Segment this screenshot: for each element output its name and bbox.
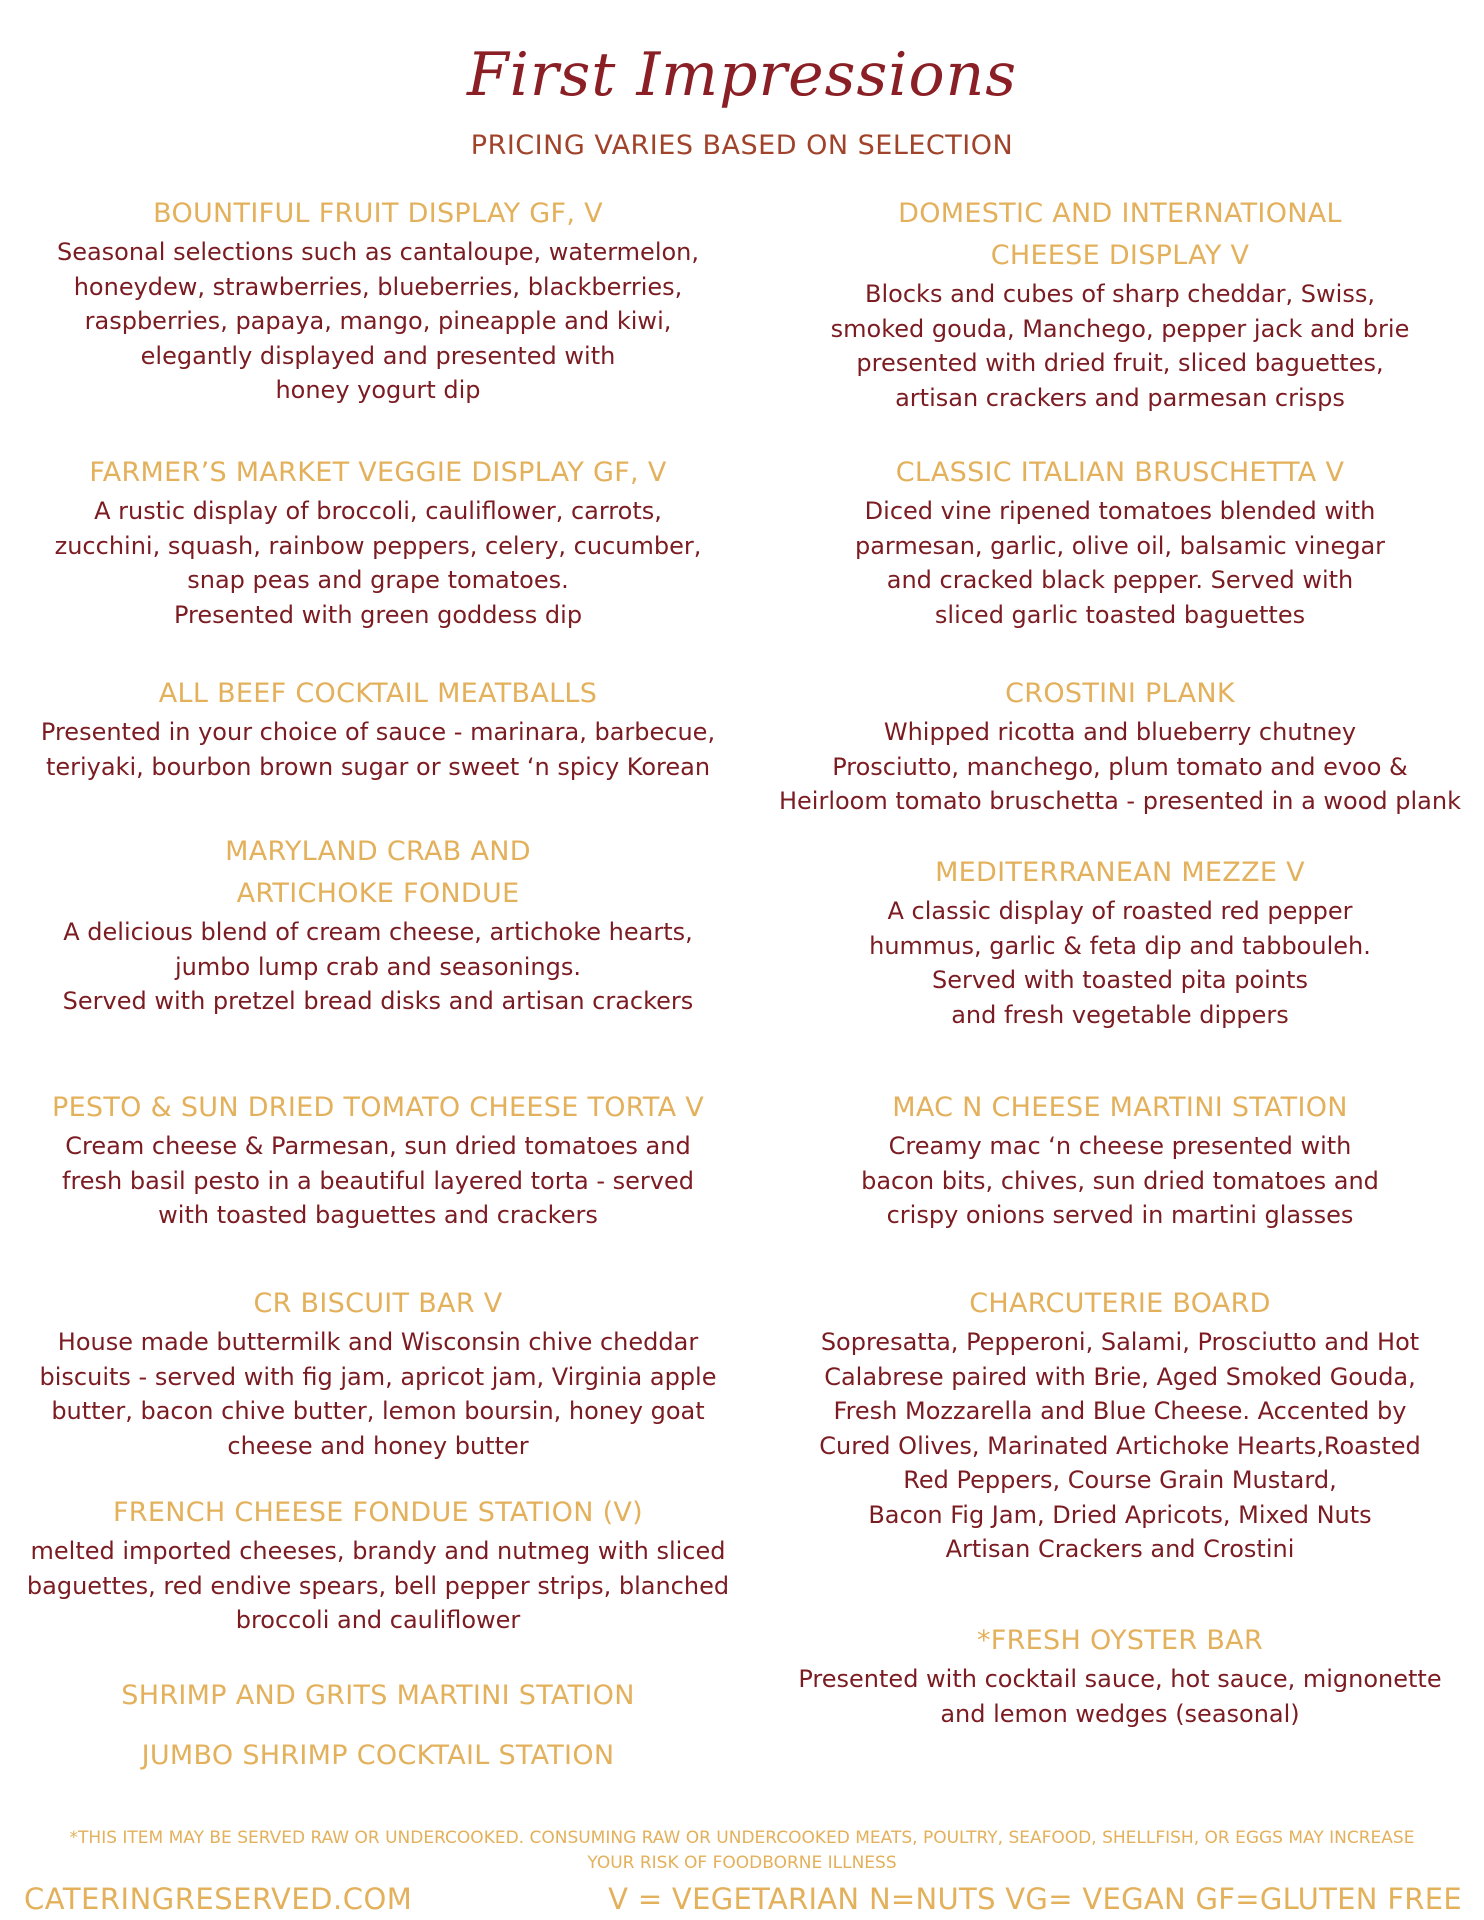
item-description: Presented with cocktail sauce, hot sauce, mignonette and lemon wedges (seasonal)	[798, 1665, 1442, 1728]
item-name: SHRIMP AND GRITS MARTINI STATION	[121, 1680, 635, 1711]
menu-item-cheese-torta	[0, 1087, 756, 1233]
item-name: CR BISCUIT BAR V	[253, 1288, 503, 1319]
item-name: ALL BEEF COCKTAIL MEATBALLS	[158, 678, 598, 709]
menu-item-mac-cheese	[756, 1087, 1484, 1233]
menu-item-fruit-display	[0, 193, 756, 408]
menu-item-shrimp-cocktail	[0, 1735, 756, 1777]
website-link[interactable]: CATERINGRESERVED.COM	[24, 1882, 413, 1916]
item-description: Diced vine ripened tomatoes blended with parmesan, garlic, olive oil, balsamic vinegar and cracked black pepper. Served with sliced garlic toasted baguettes	[854, 497, 1386, 629]
item-name: CLASSIC ITALIAN BRUSCHETTA V	[895, 457, 1345, 488]
item-description: A delicious blend of cream cheese, artichoke hearts, jumbo lump crab and seasonings. Served with pretzel bread disks and artisan crackers	[62, 918, 694, 1015]
menu-item-oyster-bar	[756, 1620, 1484, 1731]
item-description: Seasonal selections such as cantaloupe, watermelon, honeydew, strawberries, blueberries, blackberries, raspberries, papaya, mango, pineapple and kiwi, elegantly displayed and presented with honey yogurt dip	[56, 238, 700, 404]
item-description: Presented in your choice of sauce - marinara, barbecue, teriyaki, bourbon brown sugar or sweet ‘n spicy Korean	[40, 718, 716, 781]
item-name: MEDITERRANEAN MEZZE V	[935, 857, 1305, 888]
item-description: Sopresatta, Pepperoni, Salami, Prosciutto and Hot Calabrese paired with Brie, Aged Smoked Gouda, Fresh Mozzarella and Blue Cheese. Accented by Cured Olives, Marinated Artichoke Hearts,Roasted Red Peppers, Course Grain Mustard, Bacon Fig Jam, Dried Apricots, Mixed Nuts Artisan Crackers and Crostini	[819, 1328, 1421, 1563]
item-name: FRENCH CHEESE FONDUE STATION (V)	[112, 1497, 644, 1528]
item-description: A classic display of roasted red pepper hummus, garlic & feta dip and tabbouleh. Served with toasted pita points and fresh vegetable dippers	[869, 897, 1371, 1029]
menu-item-crostini-plank	[756, 673, 1484, 819]
item-name: DOMESTIC AND INTERNATIONAL CHEESE DISPLAY V	[898, 198, 1342, 271]
item-name: BOUNTIFUL FRUIT DISPLAY GF, V	[153, 198, 603, 229]
item-name: MAC N CHEESE MARTINI STATION	[892, 1092, 1348, 1123]
page-title: First Impressions	[467, 40, 1017, 110]
dietary-legend: V = VEGETARIAN N=NUTS VG= VEGAN GF=GLUTEN FREE	[608, 1882, 1462, 1916]
menu-item-meatballs	[0, 673, 756, 784]
menu-item-bruschetta	[756, 452, 1484, 632]
menu-item-french-fondue	[0, 1492, 756, 1638]
item-name: MARYLAND CRAB AND ARTICHOKE FONDUE	[225, 836, 531, 909]
item-description: A rustic display of broccoli, cauliflower, carrots, zucchini, squash, rainbow peppers, celery, cucumber, snap peas and grape tomatoes. Presented with green goddess dip	[54, 497, 702, 629]
menu-item-mezze	[756, 852, 1484, 1032]
item-name: JUMBO SHRIMP COCKTAIL STATION	[141, 1740, 615, 1771]
item-description: Blocks and cubes of sharp cheddar, Swiss, smoked gouda, Manchego, pepper jack and brie presented with dried fruit, sliced baguettes, artisan crackers and parmesan crisps	[830, 280, 1410, 412]
item-name: FARMER’S MARKET VEGGIE DISPLAY GF, V	[89, 457, 667, 488]
item-name: PESTO & SUN DRIED TOMATO CHEESE TORTA V	[51, 1092, 705, 1123]
menu-item-shrimp-grits	[0, 1675, 756, 1717]
item-name: *FRESH OYSTER BAR	[976, 1625, 1264, 1656]
item-description: Cream cheese & Parmesan, sun dried tomatoes and fresh basil pesto in a beautiful layered torta - served with toasted baguettes and crackers	[62, 1132, 694, 1229]
item-name: CROSTINI PLANK	[1005, 678, 1235, 709]
menu-item-veggie-display	[0, 452, 756, 632]
menu-item-crab-fondue	[0, 831, 756, 1019]
item-description: Whipped ricotta and blueberry chutney Prosciutto, manchego, plum tomato and evoo & Heirloom tomato bruschetta - presented in a wood plank	[778, 718, 1461, 815]
menu-item-charcuterie	[756, 1283, 1484, 1567]
item-description: Creamy mac ‘n cheese presented with bacon bits, chives, sun dried tomatoes and crispy onions served in martini glasses	[861, 1132, 1379, 1229]
menu-item-biscuit-bar	[0, 1283, 756, 1463]
item-description: melted imported cheeses, brandy and nutmeg with sliced baguettes, red endive spears, bell pepper strips, blanched broccoli and cauliflower	[26, 1537, 730, 1634]
menu-item-cheese-display	[756, 193, 1484, 415]
item-name: CHARCUTERIE BOARD	[969, 1288, 1271, 1319]
raw-food-disclaimer: *THIS ITEM MAY BE SERVED RAW OR UNDERCOOKED. CONSUMING RAW OR UNDERCOOKED MEATS, POULTRY, SEAFOOD, SHELLFISH, OR EGGS MAY INCREASE YOUR RISK OF FOODBORNE ILLNESS	[69, 1828, 1415, 1873]
pricing-subtitle: PRICING VARIES BASED ON SELECTION	[470, 130, 1014, 161]
item-description: House made buttermilk and Wisconsin chive cheddar biscuits - served with fig jam, apricot jam, Virginia apple butter, bacon chive butter, lemon boursin, honey goat cheese and honey butter	[39, 1328, 717, 1460]
